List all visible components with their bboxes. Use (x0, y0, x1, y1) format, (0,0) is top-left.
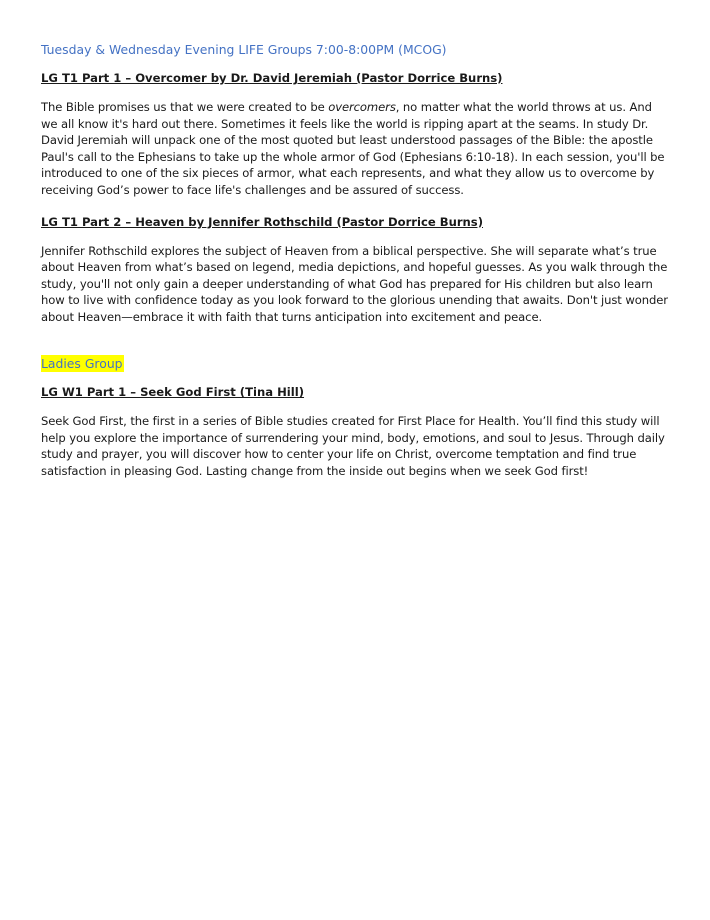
ladies-group-title-wrap (41, 355, 670, 373)
spacer (41, 341, 670, 355)
course-description-heaven: Jennifer Rothschild explores the subject of Heaven from a biblical perspective. She will separate what’s true about Heaven from what’s based on legend, media depictions, and hopeful guesses. As you walk through the study, you'll not only gain a deeper understanding of what God has prepared for His children but also learn how to live with confidence today as you look forward to the glorious unending that awaits. Don't just wonder about Heaven—embrace it with faith that turns anticipation into excitement and peace. (41, 243, 668, 324)
page-title: Tuesday & Wednesday Evening LIFE Groups 7:00-8:00PM (MCOG) (41, 42, 447, 57)
description-text: , no matter what the world throws at us. And we all know it's hard out there. Sometimes it feels like the world is ripping apart at the seams. In study Dr. David Jeremiah will unpack one of the most quoted but least understood passages of the Bible: the apostle Paul's call to the Ephesians to take up the whole armor of God (Ephesians 6:10-18). In each session, you'll be introduced to one of the six pieces of armor, what each represents, and what they allow us to overcome by receiving God’s power to face life's challenges and be assured of success. (41, 100, 665, 197)
course-heading-heaven: LG T1 Part 2 – Heaven by Jennifer Rothschild (Pastor Dorrice Burns) (41, 214, 484, 229)
course-heading-seek-god-first: LG W1 Part 1 – Seek God First (Tina Hill) (41, 385, 305, 400)
ladies-group-title: Ladies Group (41, 355, 123, 371)
course-heading-overcomer: LG T1 Part 1 – Overcomer by Dr. David Jeremiah (Pastor Dorrice Burns) (41, 71, 503, 85)
course-description-overcomer (41, 99, 670, 199)
description-text: The Bible promises us that we were created to be (41, 100, 329, 114)
course-description-seek-god-first: Seek God First, the first in a series of Bible studies created for First Place for Health. You’ll find this study will help you explore the importance of surrendering your mind, body, emotions, and soul to Jesus. Through daily study and prayer, you will discover how to center your life on Christ, overcome temptation and find true satisfaction in pleasing God. Lasting change from the inside out begins when we seek God first! (41, 414, 665, 478)
description-emphasis: overcomers (328, 100, 396, 114)
